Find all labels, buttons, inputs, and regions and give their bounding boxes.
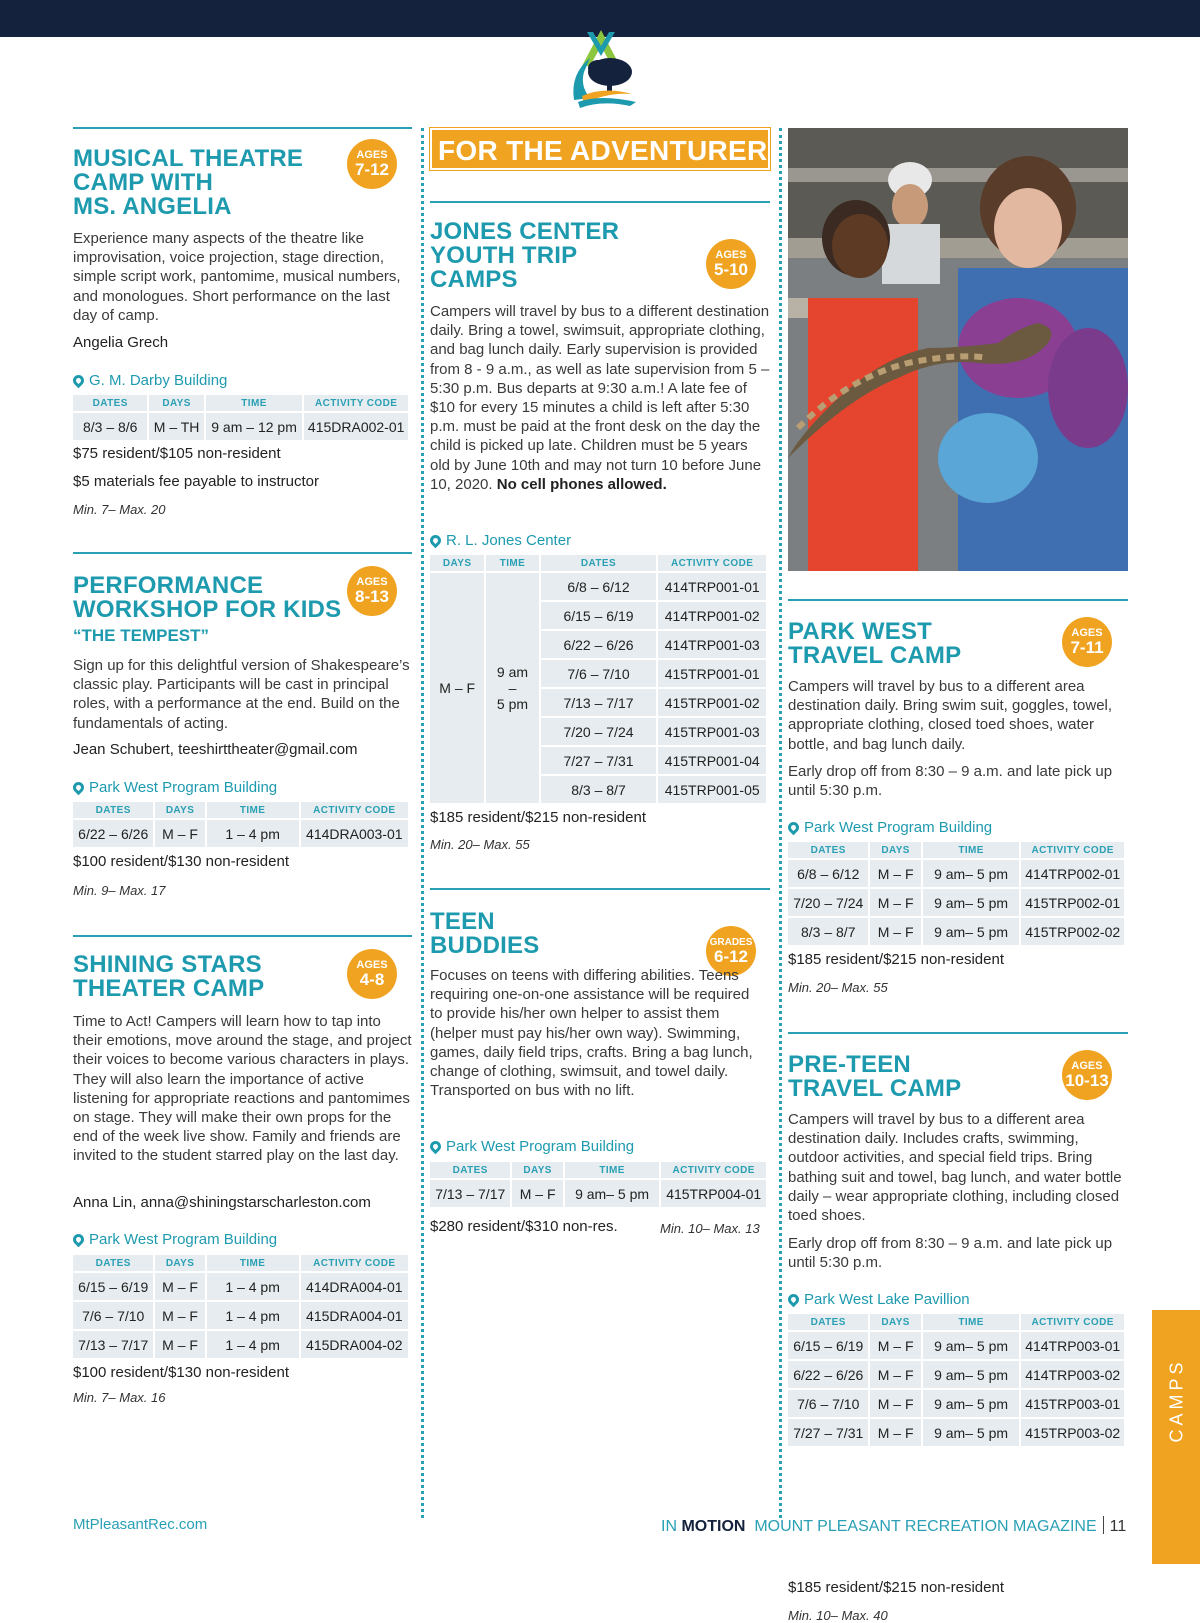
table-row: 7/6 – 7/10 M – F 9 am– 5 pm 415TRP003-01 [788, 1390, 1124, 1417]
for-the-adventurer-banner: FOR THE ADVENTURER [430, 128, 770, 170]
column-divider-right [779, 128, 782, 1518]
price: $280 resident/$310 non-res. [430, 1218, 618, 1235]
schedule-table: DATES DAYS TIME ACTIVITY CODE 8/3 – 8/6 M – TH 9 am – 12 pm 415DRA002-01 [71, 393, 410, 442]
table-row: 6/15 – 6/19 414TRP001-02 [430, 602, 766, 629]
location-pin-icon [786, 1292, 802, 1308]
column-divider-left [421, 128, 424, 1518]
section-title: PERFORMANCE WORKSHOP FOR KIDS [73, 572, 342, 623]
table-row: M – F 9 am – 5 pm 6/8 – 6/12 414TRP001-01 [430, 573, 766, 600]
schedule-table: DATES DAYS TIME ACTIVITY CODE 6/15 – 6/19 M – F 1 – 4 pm 414DRA004-01 7/6 – 7/10 M – F 1 – 4 pm 415DRA004-01 7/13 – 7/17 M – F 1 – 4 pm 415DRA004-02 [71, 1253, 410, 1360]
photo-illustration [788, 128, 1128, 571]
grades-badge: GRADES 6-12 [706, 926, 756, 976]
table-row: 7/20 – 7/24 M – F 9 am– 5 pm 415TRP002-01 [788, 889, 1124, 916]
table-row: 7/6 – 7/10 415TRP001-01 [430, 660, 766, 687]
min-max: Min. 10– Max. 13 [660, 1221, 760, 1236]
schedule-table: DAYS TIME DATES ACTIVITY CODE M – F 9 am – 5 pm 6/8 – 6/12 414TRP001-01 6/15 – 6/19 414TRP001-02 6/22 – 6/26 414TRP001-03 7/6 – 7/10 415TRP001-01 7/13 – 7/17 415TRP001-02 7/20 – 7/24 415TRP001-03 7/27 – 7/31 415TRP001-04 8/3 – 8/7 415TRP001-05 [428, 553, 768, 805]
price: $75 resident/$105 non-resident [73, 445, 281, 462]
time-cell: 9 am – 5 pm [486, 573, 538, 803]
instructor: Anna Lin, anna@shiningstarscharleston.com [73, 1194, 371, 1211]
description: Experience many aspects of the theatre like improvisation, voice projection, stage direction, simple script work, pantomime, musical numbers, and monologues. Short performance on the last day of camp. [73, 230, 401, 324]
min-max: Min. 7– Max. 20 [73, 502, 166, 517]
table-row: 7/20 – 7/24 415TRP001-03 [430, 718, 766, 745]
schedule-table: DATES DAYS TIME ACTIVITY CODE 6/8 – 6/12 M – F 9 am– 5 pm 414TRP002-01 7/20 – 7/24 M – F 9 am– 5 pm 415TRP002-01 8/3 – 8/7 M – F 9 am– 5 pm 415TRP002-02 [786, 840, 1126, 947]
table-row: 7/27 – 7/31 415TRP001-04 [430, 747, 766, 774]
column-1 [73, 0, 412, 1564]
description: Time to Act! Campers will learn how to tap into their emotions, move around the stage, and project their voices to become various characters in plays. They will also learn the importance of active listening for appropriate reactions and pantomimes on stage. They will make their own props for the end of the week live show. Family and friends are invited to the student starred play on the last day. [73, 1013, 412, 1165]
no-cell-phones-note: No cell phones allowed. [496, 475, 667, 493]
table-row: 7/13 – 7/17 M – F 9 am– 5 pm 415TRP004-01 [430, 1180, 766, 1207]
description: Campers will travel by bus to a different destination daily. Bring a towel, swimsuit, appropriate clothing, and bag lunch daily. Early supervision is provided from 8 - 9 a.m., as well as late supervision from 5 – 5:30 p.m. Bus departs at 9:30 a.m.! A late fee of $10 for every 15 minutes a child is left after 5:30 p.m. must be paid at the front desk on the day the child is picked up late. Children must be 5 years old by June 10th and may not turn 10 before June 10, 2020. No cell phones allowed. [430, 303, 770, 493]
location-pin-icon [71, 1232, 87, 1248]
table-row: 6/8 – 6/12 M – F 9 am– 5 pm 414TRP002-01 [788, 860, 1124, 887]
location-pin-icon [786, 820, 802, 836]
section-subtitle: “THE TEMPEST” [73, 626, 210, 645]
jones-center-section [430, 201, 770, 881]
schedule-table: DATES DAYS TIME ACTIVITY CODE 6/22 – 6/26 M – F 1 – 4 pm 414DRA003-01 [71, 800, 410, 849]
table-row: 6/22 – 6/26 M – F 1 – 4 pm 414DRA003-01 [73, 820, 408, 847]
min-max: Min. 9– Max. 17 [73, 883, 166, 898]
description: Focuses on teens with differing abilities. Teens requiring one-on-one assistance will be required to provide his/her own helper to assist them (helper must pay his/her own way). Swimming, games, daily field trips, crafts. Bring a bag lunch, change of clothing, swimsuit, and towel daily. Transported on bus with no lift. [430, 967, 753, 1100]
price: $100 resident/$130 non-resident [73, 1364, 289, 1381]
location-pin-icon [71, 780, 87, 796]
mount-pleasant-logo [560, 28, 642, 108]
musical-theatre-section [73, 127, 412, 547]
section-title: JONES CENTER YOUTH TRIP CAMPS [430, 218, 620, 293]
campers-with-snake-photo [788, 128, 1128, 571]
schedule-table: DATES DAYS TIME ACTIVITY CODE 7/13 – 7/17 M – F 9 am– 5 pm 415TRP004-01 [428, 1160, 768, 1209]
ages-badge: AGES 4-8 [347, 949, 397, 999]
table-row: 6/15 – 6/19 M – F 9 am– 5 pm 414TRP003-01 [788, 1332, 1124, 1359]
min-max: Min. 10– Max. 40 [788, 1608, 888, 1623]
section-title: MUSICAL THEATRE CAMP WITH MS. ANGELIA [73, 145, 304, 220]
website-link[interactable]: MtPleasantRec.com [73, 1516, 208, 1533]
min-max: Min. 20– Max. 55 [788, 980, 888, 995]
camps-side-tab: CAMPS [1152, 1310, 1200, 1564]
table-row: 8/3 – 8/7 415TRP001-05 [430, 776, 766, 803]
price: $185 resident/$215 non-resident [430, 809, 646, 826]
table-row: 7/27 – 7/31 M – F 9 am– 5 pm 415TRP003-02 [788, 1419, 1124, 1446]
location: Park West Program Building [788, 819, 992, 836]
park-west-travel-section [788, 599, 1128, 1024]
location-pin-icon [428, 1139, 444, 1155]
table-row: 6/15 – 6/19 M – F 1 – 4 pm 414DRA004-01 [73, 1273, 408, 1300]
price: $185 resident/$215 non-resident [788, 1579, 1004, 1596]
table-row: 8/3 – 8/7 M – F 9 am– 5 pm 415TRP002-02 [788, 918, 1124, 945]
location: R. L. Jones Center [430, 532, 571, 549]
location: Park West Program Building [430, 1138, 634, 1155]
shining-stars-section [73, 935, 412, 1415]
price: $185 resident/$215 non-resident [788, 951, 1004, 968]
table-row: 7/6 – 7/10 M – F 1 – 4 pm 415DRA004-01 [73, 1302, 408, 1329]
table-row: 6/22 – 6/26 M – F 9 am– 5 pm 414TRP003-02 [788, 1361, 1124, 1388]
location-pin-icon [71, 373, 87, 389]
table-row: 6/22 – 6/26 414TRP001-03 [430, 631, 766, 658]
instructor: Angelia Grech [73, 334, 169, 351]
column-2 [430, 128, 770, 1528]
location: G. M. Darby Building [73, 372, 227, 389]
footer-divider [1103, 1516, 1104, 1534]
materials-fee: $5 materials fee payable to instructor [73, 473, 319, 490]
table-row: 7/13 – 7/17 M – F 1 – 4 pm 415DRA004-02 [73, 1331, 408, 1358]
min-max: Min. 20– Max. 55 [430, 837, 530, 852]
section-title: TEEN BUDDIES [430, 908, 540, 959]
table-row: 8/3 – 8/6 M – TH 9 am – 12 pm 415DRA002-01 [73, 413, 408, 440]
page-number: 11 [1109, 1518, 1127, 1535]
ages-badge: AGES 7-11 [1062, 617, 1112, 667]
description: Sign up for this delightful version of Shakespeare’s classic play. Participants will be cast in principal roles, with a performance at the end. Build on the fundamentals of acting. [73, 657, 410, 732]
location: Park West Program Building [73, 1231, 277, 1248]
table-row: 7/13 – 7/17 415TRP001-02 [430, 689, 766, 716]
description: Campers will travel by bus to a different area destination daily. Includes crafts, swimming, outdoor activities, and special field trips. Bring bathing suit and towel, bag lunch, and water bottle daily – wear appropriate clothing, including closed toed shoes. [788, 1111, 1122, 1225]
instructor: Jean Schubert, teeshirttheater@gmail.com [73, 741, 358, 758]
section-title: PARK WEST TRAVEL CAMP [788, 618, 962, 669]
drop-off-note: Early drop off from 8:30 – 9 a.m. and late pick up until 5:30 p.m. [788, 1235, 1113, 1272]
ages-badge: AGES 8-13 [347, 566, 397, 616]
ages-badge: AGES 5-10 [706, 239, 756, 289]
location: Park West Program Building [73, 779, 277, 796]
section-title: SHINING STARS THEATER CAMP [73, 951, 265, 1002]
ages-badge: AGES 7-12 [347, 139, 397, 189]
ages-badge: AGES 10-13 [1062, 1050, 1112, 1100]
min-max: Min. 7– Max. 16 [73, 1390, 166, 1405]
description: Campers will travel by bus to a different area destination daily. Bring swim suit, goggles, towel, appropriate clothing, closed toed shoes, water bottle, and bag lunch daily. [788, 678, 1113, 753]
price: $100 resident/$130 non-resident [73, 853, 289, 870]
section-title: PRE-TEEN TRAVEL CAMP [788, 1051, 962, 1102]
teen-buddies-section [430, 888, 770, 1268]
location-pin-icon [428, 533, 444, 549]
location: Park West Lake Pavillion [788, 1291, 970, 1308]
drop-off-note: Early drop off from 8:30 – 9 a.m. and late pick up until 5:30 p.m. [788, 763, 1113, 800]
schedule-table: DATES DAYS TIME ACTIVITY CODE 6/15 – 6/19 M – F 9 am– 5 pm 414TRP003-01 6/22 – 6/26 M – F 9 am– 5 pm 414TRP003-02 7/6 – 7/10 M – F 9 am– 5 pm 415TRP003-01 7/27 – 7/31 M – F 9 am– 5 pm 415TRP003-02 [786, 1312, 1126, 1448]
performance-workshop-section [73, 552, 412, 932]
days-cell: M – F [430, 573, 484, 803]
magazine-footer: IN MOTION MOUNT PLEASANT RECREATION MAGAZINE 11 [661, 1518, 1127, 1535]
